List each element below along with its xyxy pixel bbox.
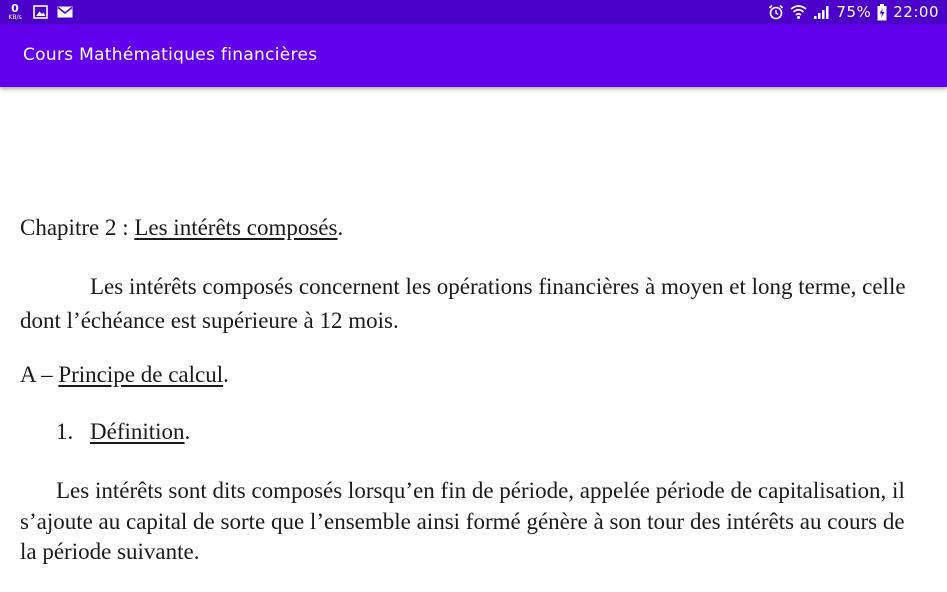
network-speed-value: 0 bbox=[11, 1, 19, 15]
paragraph-line-2: s’ajoute au capital de sorte que l’ensemble ainsi formé génère à son tour des intérêts au cours de bbox=[20, 509, 905, 534]
paragraph-line-1: Les intérêts sont dits composés lorsqu’en fin de période, appelée période de capitalisation, il bbox=[56, 478, 905, 503]
item-title: Définition bbox=[90, 419, 185, 444]
app-title: Cours Mathématiques financières bbox=[23, 45, 318, 65]
section-suffix: . bbox=[223, 362, 229, 387]
network-speed-indicator bbox=[6, 1, 24, 21]
intro-line-1: Les intérêts composés concernent les opérations financières à moyen et long terme, celle bbox=[90, 274, 906, 299]
intro-line-2: dont l’échéance est supérieure à 12 mois. bbox=[20, 308, 399, 333]
document-page bbox=[0, 87, 947, 592]
signal-icon bbox=[813, 5, 830, 20]
alarm-icon bbox=[768, 4, 784, 20]
battery-percent: 75% bbox=[836, 3, 872, 21]
network-speed-unit: KB/s bbox=[8, 13, 22, 21]
mail-icon bbox=[57, 6, 73, 18]
paragraph-line-3: la période suivante. bbox=[20, 539, 200, 564]
item-number: 1. bbox=[56, 419, 74, 444]
wifi-icon bbox=[790, 4, 807, 20]
chapter-heading bbox=[20, 215, 343, 241]
app-bar bbox=[0, 24, 947, 87]
status-bar bbox=[0, 0, 947, 24]
chapter-prefix: Chapitre 2 : bbox=[20, 215, 135, 240]
battery-charging-icon bbox=[877, 4, 887, 21]
numbered-item bbox=[56, 419, 190, 445]
section-heading bbox=[20, 362, 229, 388]
clock: 22:00 bbox=[893, 3, 939, 21]
item-suffix: . bbox=[184, 419, 191, 444]
chapter-title: Les intérêts composés bbox=[134, 215, 338, 240]
chapter-suffix: . bbox=[337, 215, 344, 240]
section-title: Principe de calcul bbox=[58, 362, 224, 387]
section-prefix: A – bbox=[20, 362, 59, 387]
image-icon bbox=[33, 5, 48, 19]
